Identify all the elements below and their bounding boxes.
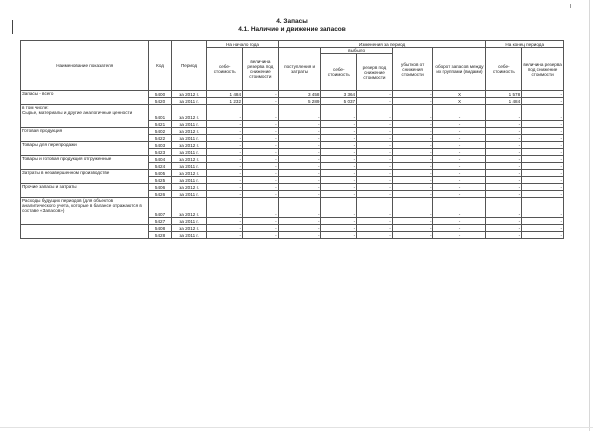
table-row <box>21 105 564 121</box>
cell-code: 5421 <box>149 121 171 128</box>
cell-end-reserve: - <box>522 218 564 225</box>
cell-losses: - <box>392 170 433 177</box>
cell-disposed-reserve: - <box>357 156 393 163</box>
table-row <box>21 156 564 163</box>
cell-start-cost: - <box>207 225 243 232</box>
cell-period: за 2012 г. <box>171 128 207 135</box>
cell-receipts: - <box>278 149 321 156</box>
cell-code: 5402 <box>149 128 171 135</box>
cell-code: 5401 <box>149 105 171 121</box>
indicator-name: Запасы - всего <box>21 91 149 105</box>
cell-losses: - <box>392 105 433 121</box>
cell-start-cost: - <box>207 105 243 121</box>
cell-start-cost: - <box>207 170 243 177</box>
cell-disposed-reserve: - <box>357 98 393 105</box>
cell-receipts: 3 458 <box>278 91 321 98</box>
cell-turnover: - <box>433 170 486 177</box>
cell-turnover: - <box>433 232 486 239</box>
disposed-header: выбыло <box>321 48 392 54</box>
cell-code: 5405 <box>149 170 171 177</box>
cell-receipts: - <box>278 191 321 198</box>
cell-disposed-cost: - <box>321 121 357 128</box>
cell-disposed-cost: - <box>321 177 357 184</box>
cell-start-reserve: - <box>243 170 279 177</box>
cell-end-reserve: - <box>522 98 564 105</box>
cell-period: за 2012 г. <box>171 156 207 163</box>
cell-end-cost: - <box>486 163 522 170</box>
cell-receipts: - <box>278 177 321 184</box>
table-row <box>21 128 564 135</box>
cell-receipts: - <box>278 184 321 191</box>
cell-end-cost: - <box>486 135 522 142</box>
cell-receipts: - <box>278 128 321 135</box>
cell-end-reserve: - <box>522 156 564 163</box>
cell-losses: - <box>392 142 433 149</box>
cell-end-reserve: - <box>522 91 564 98</box>
cell-start-reserve: - <box>243 232 279 239</box>
section-title: 4. Запасы <box>276 18 308 25</box>
cell-turnover: - <box>433 163 486 170</box>
cell-start-cost: - <box>207 121 243 128</box>
cell-disposed-cost: - <box>321 170 357 177</box>
scan-mark <box>570 4 571 8</box>
cell-receipts: - <box>278 232 321 239</box>
cell-code: 5403 <box>149 142 171 149</box>
cell-disposed-cost: 5 037 <box>321 98 357 105</box>
cell-period: за 2011 г. <box>171 98 207 105</box>
cell-disposed-reserve: - <box>357 121 393 128</box>
cell-disposed-reserve: - <box>357 163 393 170</box>
cell-disposed-cost: - <box>321 156 357 163</box>
cell-start-cost: - <box>207 198 243 218</box>
cell-end-reserve: - <box>522 184 564 191</box>
cell-period: за 2012 г. <box>171 184 207 191</box>
cell-disposed-cost: - <box>321 225 357 232</box>
cell-turnover: - <box>433 225 486 232</box>
cell-end-cost: - <box>486 170 522 177</box>
cell-start-cost: - <box>207 142 243 149</box>
cell-end-reserve: - <box>522 128 564 135</box>
table-row <box>21 91 564 98</box>
cell-start-reserve: - <box>243 142 279 149</box>
cell-code: 5428 <box>149 232 171 239</box>
cell-disposed-cost: - <box>321 105 357 121</box>
cell-turnover: - <box>433 184 486 191</box>
cell-disposed-reserve: - <box>357 170 393 177</box>
cell-end-cost: - <box>486 121 522 128</box>
cell-start-reserve: - <box>243 128 279 135</box>
col-start-reserve-header: величина резерва под снижение стоимости <box>243 48 279 91</box>
col-code-header: Код <box>149 41 171 91</box>
cell-receipts: - <box>278 121 321 128</box>
cell-disposed-cost: - <box>321 184 357 191</box>
cell-disposed-cost: - <box>321 135 357 142</box>
cell-start-reserve: - <box>243 225 279 232</box>
cell-losses: - <box>392 225 433 232</box>
cell-receipts: - <box>278 225 321 232</box>
cell-period: за 2011 г. <box>171 191 207 198</box>
cell-end-reserve: - <box>522 121 564 128</box>
cell-code: 5423 <box>149 149 171 156</box>
cell-period: за 2012 г. <box>171 142 207 149</box>
indicator-name: Расходы будущих периодов (для объектов аналитического учета, которые в балансе отражаются в составе «Запасов») <box>21 198 149 225</box>
cell-start-cost: - <box>207 232 243 239</box>
indicator-name <box>21 225 149 239</box>
col-start-cost-header: себе-стоимость <box>207 48 243 91</box>
indicator-name: Прочие запасы и затраты <box>21 184 149 198</box>
cell-turnover: - <box>433 105 486 121</box>
cell-end-reserve: - <box>522 177 564 184</box>
cell-period: за 2012 г. <box>171 198 207 218</box>
cell-period: за 2011 г. <box>171 135 207 142</box>
cell-turnover: X <box>433 91 486 98</box>
cell-losses: - <box>392 135 433 142</box>
cell-losses: - <box>392 232 433 239</box>
cell-end-cost: 1 578 <box>486 91 522 98</box>
cell-start-cost: - <box>207 218 243 225</box>
cell-start-cost: - <box>207 128 243 135</box>
cell-losses: - <box>392 184 433 191</box>
col-receipts-header: поступления и затраты <box>278 48 321 91</box>
cell-losses: - <box>392 128 433 135</box>
cell-turnover: - <box>433 177 486 184</box>
col-disposed-cost-header: себе-стоимость <box>321 54 357 91</box>
end-of-period-header: На конец периода <box>486 41 564 48</box>
cell-receipts: - <box>278 135 321 142</box>
cell-code: 5404 <box>149 156 171 163</box>
start-of-year-header: На начало года <box>207 41 278 48</box>
cell-end-cost: - <box>486 105 522 121</box>
cell-start-reserve: - <box>243 135 279 142</box>
cell-losses: - <box>392 121 433 128</box>
titles <box>20 18 564 34</box>
cell-start-reserve: - <box>243 184 279 191</box>
cell-disposed-cost: - <box>321 149 357 156</box>
cell-turnover: - <box>433 121 486 128</box>
cell-disposed-reserve: - <box>357 105 393 121</box>
cell-code: 5420 <box>149 98 171 105</box>
cell-end-cost: - <box>486 177 522 184</box>
cell-code: 5425 <box>149 177 171 184</box>
cell-turnover: - <box>433 128 486 135</box>
cell-turnover: - <box>433 142 486 149</box>
indicator-name: в том числе: Сырье, материалы и другие аналогичные ценности <box>21 105 149 128</box>
cell-losses: - <box>392 98 433 105</box>
cell-period: за 2012 г. <box>171 170 207 177</box>
cell-receipts: - <box>278 156 321 163</box>
cell-end-reserve: - <box>522 225 564 232</box>
cell-end-reserve: - <box>522 170 564 177</box>
cell-period: за 2012 г. <box>171 225 207 232</box>
cell-receipts: 5 289 <box>278 98 321 105</box>
cell-losses: - <box>392 163 433 170</box>
cell-end-cost: - <box>486 218 522 225</box>
cell-disposed-cost: - <box>321 232 357 239</box>
cell-start-cost: - <box>207 177 243 184</box>
cell-receipts: - <box>278 170 321 177</box>
cell-turnover: - <box>433 149 486 156</box>
col-end-cost-header: себе-стоимость <box>486 48 522 91</box>
cell-end-reserve: - <box>522 232 564 239</box>
indicator-name: Товары для перепродажи <box>21 142 149 156</box>
cell-end-reserve: - <box>522 191 564 198</box>
cell-start-reserve: - <box>243 198 279 218</box>
cell-disposed-cost: - <box>321 218 357 225</box>
cell-start-reserve: - <box>243 91 279 98</box>
cell-code: 5407 <box>149 198 171 218</box>
cell-disposed-reserve: - <box>357 225 393 232</box>
cell-period: за 2012 г. <box>171 91 207 98</box>
cell-end-cost: - <box>486 128 522 135</box>
cell-disposed-cost: 3 364 <box>321 91 357 98</box>
cell-disposed-cost: - <box>321 191 357 198</box>
cell-turnover: - <box>433 218 486 225</box>
cell-start-cost: - <box>207 135 243 142</box>
cell-start-reserve: - <box>243 121 279 128</box>
cell-code: 5426 <box>149 191 171 198</box>
cell-receipts: - <box>278 105 321 121</box>
cell-turnover: - <box>433 198 486 218</box>
cell-end-reserve: - <box>522 105 564 121</box>
cell-disposed-reserve: - <box>357 128 393 135</box>
cell-end-cost: - <box>486 198 522 218</box>
cell-disposed-reserve: - <box>357 198 393 218</box>
cell-period: за 2011 г. <box>171 121 207 128</box>
cell-losses: - <box>392 156 433 163</box>
page-edge-right <box>589 0 590 431</box>
cell-code: 5427 <box>149 218 171 225</box>
page-edge-bottom <box>0 427 593 428</box>
cell-start-cost: - <box>207 156 243 163</box>
cell-start-reserve: - <box>243 163 279 170</box>
cell-disposed-reserve: - <box>357 218 393 225</box>
cell-losses: - <box>392 149 433 156</box>
col-name-header: Наименование показателя <box>21 41 149 91</box>
cell-losses: - <box>392 198 433 218</box>
cell-start-reserve: - <box>243 98 279 105</box>
cell-end-cost: - <box>486 156 522 163</box>
cell-turnover: - <box>433 135 486 142</box>
cell-losses: - <box>392 218 433 225</box>
cell-disposed-reserve: - <box>357 91 393 98</box>
cell-disposed-cost: - <box>321 163 357 170</box>
cell-disposed-reserve: - <box>357 135 393 142</box>
cell-end-reserve: - <box>522 135 564 142</box>
cell-code: 5406 <box>149 184 171 191</box>
cell-end-cost: 1 484 <box>486 98 522 105</box>
cell-end-cost: - <box>486 232 522 239</box>
cell-receipts: - <box>278 163 321 170</box>
cell-disposed-reserve: - <box>357 184 393 191</box>
cell-disposed-cost: - <box>321 128 357 135</box>
cell-period: за 2012 г. <box>171 105 207 121</box>
cell-end-cost: - <box>486 191 522 198</box>
cell-end-cost: - <box>486 184 522 191</box>
cell-losses: - <box>392 191 433 198</box>
cell-start-cost: - <box>207 163 243 170</box>
cell-end-reserve: - <box>522 149 564 156</box>
cell-end-cost: - <box>486 149 522 156</box>
cell-disposed-reserve: - <box>357 232 393 239</box>
cell-period: за 2011 г. <box>171 177 207 184</box>
margin-mark <box>12 20 13 34</box>
cell-disposed-reserve: - <box>357 149 393 156</box>
cell-start-cost: - <box>207 184 243 191</box>
cell-receipts: - <box>278 142 321 149</box>
inventory-table <box>20 40 564 239</box>
cell-disposed-reserve: - <box>357 177 393 184</box>
table-row <box>21 198 564 218</box>
cell-disposed-reserve: - <box>357 191 393 198</box>
cell-losses: - <box>392 91 433 98</box>
cell-code: 5400 <box>149 91 171 98</box>
cell-code: 5422 <box>149 135 171 142</box>
col-losses-header: убытков от снижения стоимости <box>392 48 433 91</box>
col-turnover-header: оборот запасов между их группами (видами) <box>433 48 486 91</box>
cell-start-reserve: - <box>243 218 279 225</box>
cell-end-reserve: - <box>522 198 564 218</box>
cell-start-reserve: - <box>243 177 279 184</box>
col-period-header: Период <box>171 41 207 91</box>
indicator-name: Готовая продукция <box>21 128 149 142</box>
col-disposed-reserve-header: резерв под снижение стоимости <box>357 54 393 91</box>
cell-turnover: - <box>433 191 486 198</box>
cell-receipts: - <box>278 218 321 225</box>
cell-period: за 2011 г. <box>171 163 207 170</box>
indicator-name: Затраты в незавершенном производстве <box>21 170 149 184</box>
cell-start-cost: - <box>207 191 243 198</box>
cell-disposed-cost: - <box>321 198 357 218</box>
cell-end-cost: - <box>486 142 522 149</box>
changes-header: Изменения за период <box>278 41 486 48</box>
cell-period: за 2011 г. <box>171 218 207 225</box>
indicator-name: Товары и готовая продукция отгруженные <box>21 156 149 170</box>
cell-receipts: - <box>278 198 321 218</box>
table-row <box>21 142 564 149</box>
cell-end-reserve: - <box>522 163 564 170</box>
cell-start-cost: - <box>207 149 243 156</box>
cell-start-reserve: - <box>243 149 279 156</box>
table-title: 4.1. Наличие и движение запасов <box>238 26 346 33</box>
cell-period: за 2011 г. <box>171 149 207 156</box>
cell-start-cost: 1 484 <box>207 91 243 98</box>
cell-start-cost: 1 232 <box>207 98 243 105</box>
cell-code: 5408 <box>149 225 171 232</box>
cell-start-reserve: - <box>243 191 279 198</box>
table-row <box>21 225 564 232</box>
cell-losses: - <box>392 177 433 184</box>
table-row <box>21 184 564 191</box>
cell-code: 5424 <box>149 163 171 170</box>
cell-turnover: X <box>433 98 486 105</box>
cell-disposed-cost: - <box>321 142 357 149</box>
col-end-reserve-header: величина резерва под снижение стоимости <box>522 48 564 91</box>
cell-period: за 2011 г. <box>171 232 207 239</box>
cell-end-reserve: - <box>522 142 564 149</box>
cell-turnover: - <box>433 156 486 163</box>
cell-start-reserve: - <box>243 105 279 121</box>
cell-end-cost: - <box>486 225 522 232</box>
cell-start-reserve: - <box>243 156 279 163</box>
cell-disposed-reserve: - <box>357 142 393 149</box>
table-row <box>21 170 564 177</box>
